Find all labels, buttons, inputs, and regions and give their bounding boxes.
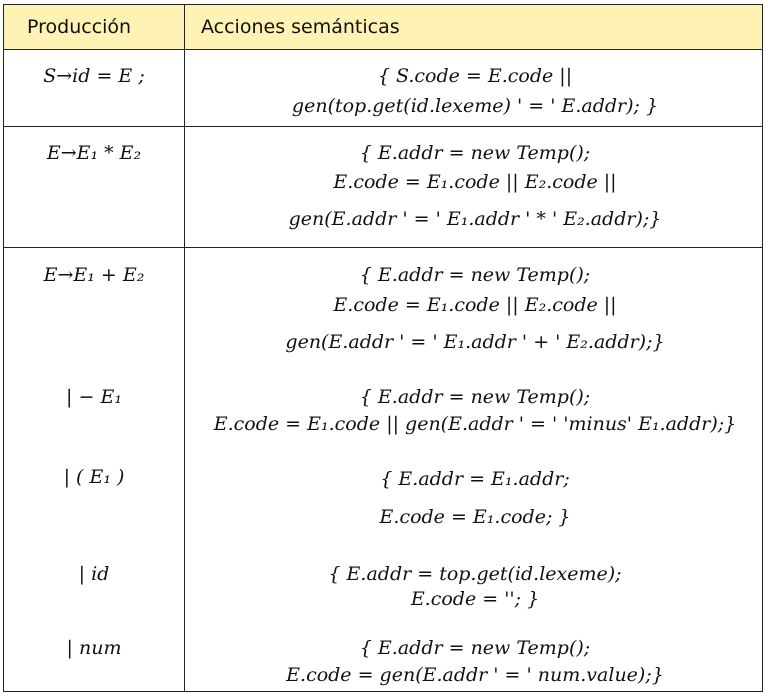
production-cell: | num [66, 637, 122, 659]
production-cell: | − E₁ [66, 386, 122, 408]
action-line: gen(E.addr ' = ' E₁.addr ' + ' E₂.addr);} [285, 331, 665, 353]
production-cell: E→E₁ + E₂ [43, 264, 145, 286]
row-divider [4, 247, 762, 248]
action-line: E.code = E₁.code || E₂.code || [333, 171, 617, 193]
header-actions: Acciones semánticas [201, 16, 400, 38]
row-divider [4, 49, 762, 50]
action-line: E.code = E₁.code; } [379, 506, 571, 528]
production-cell: E→E₁ * E₂ [46, 142, 142, 164]
semantic-actions-table [3, 4, 763, 692]
action-line: E.code = ''; } [410, 588, 540, 610]
production-cell: | id [78, 563, 110, 585]
action-line: { E.addr = new Temp(); [359, 142, 591, 164]
action-line: E.code = E₁.code || gen(E.addr ' = ' 'minus' E₁.addr);} [213, 413, 737, 435]
action-line: { E.addr = top.get(id.lexeme); [328, 563, 622, 585]
action-line: gen(E.addr ' = ' E₁.addr ' * ' E₂.addr);} [288, 208, 662, 230]
row-divider [4, 126, 762, 127]
action-line: E.code = gen(E.addr ' = ' num.value);} [286, 664, 664, 686]
production-cell: | ( E₁ ) [63, 466, 125, 488]
action-line: { E.addr = new Temp(); [359, 637, 591, 659]
action-line: { S.code = E.code || [377, 65, 573, 87]
header-production: Producción [27, 16, 132, 38]
action-line: E.code = E₁.code || E₂.code || [333, 294, 617, 316]
action-line: { E.addr = new Temp(); [359, 264, 591, 286]
production-cell: S→id = E ; [43, 65, 145, 87]
action-line: { E.addr = E₁.addr; [380, 468, 570, 490]
action-line: gen(top.get(id.lexeme) ' = ' E.addr); } [291, 95, 659, 117]
action-line: { E.addr = new Temp(); [359, 386, 591, 408]
table-header [4, 5, 762, 49]
